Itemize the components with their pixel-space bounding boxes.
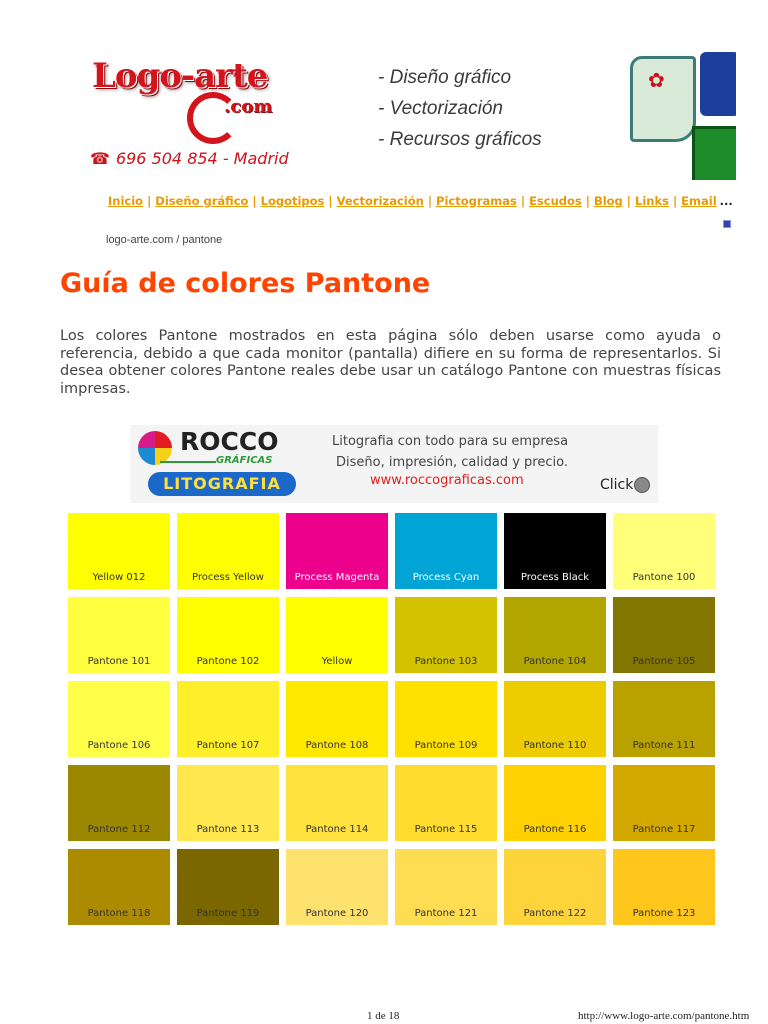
color-swatch: [395, 681, 497, 757]
swatch-label: Pantone 122: [523, 908, 587, 919]
swatch-label: Pantone 113: [196, 824, 260, 835]
banner-tagline-2: Diseño, impresión, calidad y precio.: [336, 455, 568, 470]
color-swatch: [177, 849, 279, 925]
small-square-icon[interactable]: [723, 220, 731, 228]
color-swatch: [613, 849, 715, 925]
color-swatch: [286, 849, 388, 925]
main-nav: Inicio | Diseño gráfico | Logotipos | Vectorización | Pictogramas | Escudos | Blog | Links | Email ...: [108, 194, 733, 208]
swatch-label: Pantone 104: [523, 656, 587, 667]
color-swatch: [68, 513, 170, 589]
nav-link-blog[interactable]: Blog: [593, 194, 623, 208]
page-url: http://www.logo-arte.com/pantone.htm: [578, 1010, 750, 1022]
swatch-label: Process Cyan: [412, 572, 480, 583]
swatch-label: Pantone 109: [414, 740, 478, 751]
color-swatch: [613, 597, 715, 673]
color-swatch: [504, 681, 606, 757]
logo-domain: .com: [224, 96, 273, 117]
swatch-label: Pantone 120: [305, 908, 369, 919]
swatch-label: Pantone 108: [305, 740, 369, 751]
color-swatch: [395, 765, 497, 841]
nav-link-logotipos[interactable]: Logotipos: [260, 194, 325, 208]
swatch-label: Process Magenta: [294, 572, 380, 583]
phone-number: ☎ 696 504 854 - Madrid: [90, 149, 289, 168]
swatch-label: Pantone 103: [414, 656, 478, 667]
service-item: - Recursos gráficos: [378, 129, 542, 150]
flower-icon: ✿: [648, 68, 665, 92]
swatch-label: Pantone 118: [87, 908, 151, 919]
nav-link-escudos[interactable]: Escudos: [529, 194, 582, 208]
telephone-icon: ☎: [90, 149, 110, 168]
color-swatch: [286, 681, 388, 757]
swatch-label: Yellow: [321, 656, 353, 667]
color-swatch: [177, 765, 279, 841]
color-swatch: [68, 597, 170, 673]
color-swatch: [395, 597, 497, 673]
banner-tagline-1: Litografia con todo para su empresa: [332, 434, 569, 449]
swatch-label: Pantone 121: [414, 908, 478, 919]
banner-click-button[interactable]: Click: [600, 477, 650, 493]
nav-link-pictogramas[interactable]: Pictogramas: [436, 194, 517, 208]
logo[interactable]: [92, 56, 302, 146]
color-swatch: [613, 765, 715, 841]
color-swatch: [395, 513, 497, 589]
color-swatch: [613, 513, 715, 589]
nav-link-links[interactable]: Links: [635, 194, 669, 208]
breadcrumb: logo-arte.com / pantone: [106, 234, 223, 246]
swatch-label: Pantone 119: [196, 908, 260, 919]
service-item: - Vectorización: [378, 98, 503, 119]
intro-paragraph: Los colores Pantone mostrados en esta página sólo deben usarse como ayuda o referencia, debido a que cada monitor (pantalla) difiere en su forma de representarlos. Si desea obtener colores Pantone reales debe usar un catálogo Pantone con muestras físicas impresas.: [60, 328, 721, 397]
nav-link-vectorizacion[interactable]: Vectorización: [336, 194, 424, 208]
click-cursor-icon: [634, 477, 650, 493]
banner-litografia-badge: LITOGRAFIA: [148, 472, 296, 496]
color-swatch: [504, 597, 606, 673]
swatch-label: Process Yellow: [192, 572, 264, 583]
color-swatch: [177, 681, 279, 757]
color-swatch: [286, 597, 388, 673]
color-swatch: [504, 765, 606, 841]
color-swatch: [504, 849, 606, 925]
banner-url[interactable]: www.roccograficas.com: [370, 473, 524, 488]
swatch-label: Pantone 107: [196, 740, 260, 751]
swatch-label: Pantone 115: [414, 824, 478, 835]
logo-text: Logo-arte: [92, 56, 268, 96]
color-swatch: [395, 849, 497, 925]
color-swatch: [68, 849, 170, 925]
nav-link-email[interactable]: Email: [681, 194, 717, 208]
swatch-label: Pantone 102: [196, 656, 260, 667]
color-swatch: [613, 681, 715, 757]
banner-brand-sub: GRÁFICAS: [216, 455, 273, 466]
color-swatch: [177, 597, 279, 673]
rocco-banner-ad[interactable]: [130, 425, 658, 503]
page-title: Guía de colores Pantone: [60, 268, 431, 299]
swatch-label: Pantone 110: [523, 740, 587, 751]
swatch-label: Pantone 116: [523, 824, 587, 835]
color-swatch: [68, 681, 170, 757]
swatch-label: Process Black: [520, 572, 590, 583]
banner-brand: ROCCO: [180, 427, 279, 456]
pantone-swatch-grid: [68, 513, 714, 925]
swatch-label: Yellow 012: [92, 572, 146, 583]
nav-more: ...: [719, 194, 733, 208]
swatch-label: Pantone 106: [87, 740, 151, 751]
swatch-label: Pantone 105: [632, 656, 696, 667]
swatch-label: Pantone 101: [87, 656, 151, 667]
service-item: - Diseño gráfico: [378, 67, 512, 88]
swatch-label: Pantone 100: [632, 572, 696, 583]
services-list: [378, 62, 542, 155]
nav-link-inicio[interactable]: Inicio: [108, 194, 144, 208]
nav-link-diseno-grafico[interactable]: Diseño gráfico: [155, 194, 249, 208]
color-swatch: [504, 513, 606, 589]
color-swatch: [286, 765, 388, 841]
swatch-label: Pantone 114: [305, 824, 369, 835]
swatch-label: Pantone 123: [632, 908, 696, 919]
color-swatch: [68, 765, 170, 841]
color-swatch: [177, 513, 279, 589]
color-swatch: [286, 513, 388, 589]
swatch-label: Pantone 111: [632, 740, 696, 751]
decorative-letters-image: [628, 52, 736, 180]
swatch-label: Pantone 117: [632, 824, 696, 835]
rocco-logo-icon: [138, 431, 172, 465]
page-number: 1 de 18: [367, 1010, 400, 1022]
swatch-label: Pantone 112: [87, 824, 151, 835]
